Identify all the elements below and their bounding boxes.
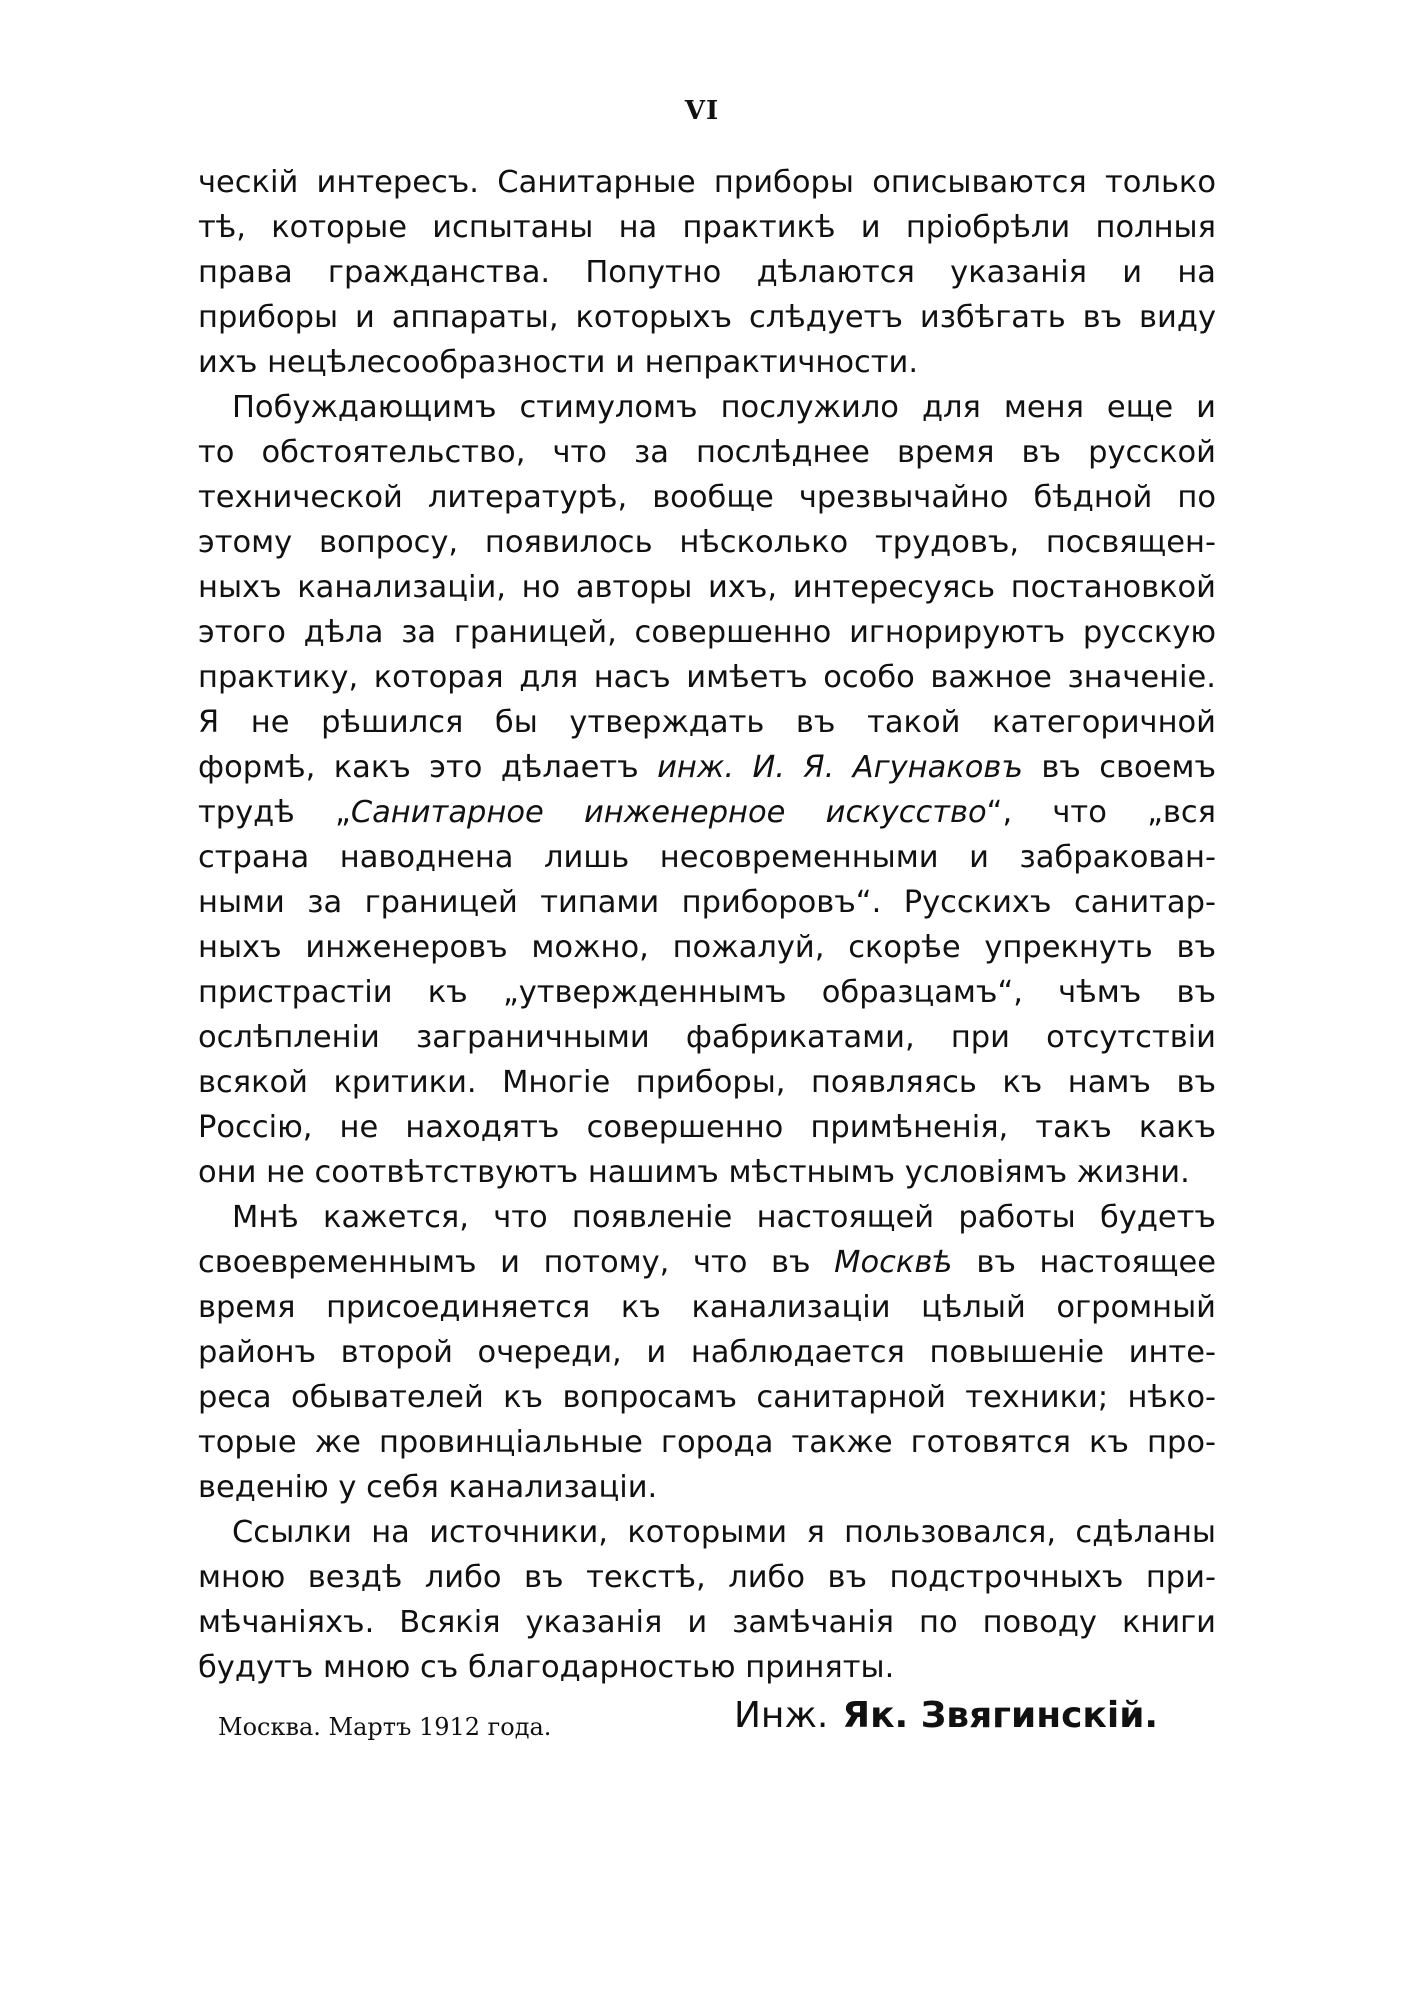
text-line: то обстоятельство, что за послѣднее время въ русской xyxy=(198,435,1216,470)
text-line: веденію у себя канализаціи. xyxy=(198,1470,658,1505)
text-line: технической литературѣ, вообще чрезвычайно бѣдной по xyxy=(198,480,1216,515)
text-line: Мнѣ кажется, что появленіе настоящей работы будетъ xyxy=(232,1200,1216,1235)
text-line: страна наводнена лишь несовременными и забракован- xyxy=(198,840,1216,875)
text-line: этого дѣла за границей, совершенно игнорируютъ русскую xyxy=(198,615,1216,650)
page-number: VI xyxy=(684,96,720,126)
text-line: права гражданства. Попутно дѣлаются указанія и на xyxy=(198,255,1216,290)
text-line: ослѣпленіи заграничными фабрикатами, при отсутствіи xyxy=(198,1020,1216,1055)
city-name: Москвѣ xyxy=(834,1245,953,1280)
author-citation: инж. И. Я. Агунаковъ xyxy=(657,750,1023,785)
text-line: приборы и аппараты, которыхъ слѣдуетъ избѣгать въ виду xyxy=(198,300,1216,335)
text-line: ихъ нецѣлесообразности и непрактичности. xyxy=(198,345,919,380)
text-segment: “, что „вся xyxy=(986,795,1216,830)
closing xyxy=(0,1695,1404,1755)
text-line: ческій интересъ. Санитарные приборы описываются только xyxy=(198,165,1216,200)
text-segment: формѣ, какъ это дѣлаетъ xyxy=(198,750,658,785)
text-line: пристрастіи къ „утвержденнымъ образцамъ“, чѣмъ въ xyxy=(198,975,1216,1010)
text-line: всякой критики. Многіе приборы, появляясь къ намъ въ xyxy=(198,1065,1216,1100)
text-line: мною вездѣ либо въ текстѣ, либо въ подстрочныхъ при- xyxy=(198,1560,1216,1595)
text-segment: своевременнымъ и потому, что въ xyxy=(198,1245,835,1280)
text-line: они не соотвѣтствуютъ нашимъ мѣстнымъ условіямъ жизни. xyxy=(198,1155,1190,1190)
text-line: Побуждающимъ стимуломъ послужило для меня еще и xyxy=(232,390,1216,425)
text-line: ныхъ инженеровъ можно, пожалуй, скорѣе упрекнуть въ xyxy=(198,930,1216,965)
book-title-citation: Санитарное инженерное искусство xyxy=(350,795,987,830)
text-segment: трудѣ „ xyxy=(198,795,351,830)
text-line: ныхъ канализаціи, но авторы ихъ, интересуясь постановкой xyxy=(198,570,1216,605)
text-line: Я не рѣшился бы утверждать въ такой категоричной xyxy=(198,705,1216,740)
text-segment: въ своемъ xyxy=(1022,750,1216,785)
dateline: Москва. Мартъ 1912 года. xyxy=(218,1713,552,1741)
preface-body xyxy=(198,160,1216,1690)
text-line: тѣ, которые испытаны на практикѣ и пріобрѣли полныя xyxy=(198,210,1216,245)
text-segment: въ настоящее xyxy=(952,1245,1216,1280)
signature-name: Як. Звягинскій. xyxy=(842,1695,1159,1736)
text-line xyxy=(198,790,1216,835)
text-line: ными за границей типами приборовъ“. Русскихъ санитар- xyxy=(198,885,1216,920)
text-line: районъ второй очереди, и наблюдается повышеніе инте- xyxy=(198,1335,1216,1370)
signature-title: Инж. xyxy=(734,1695,829,1736)
text-line: этому вопросу, появилось нѣсколько трудовъ, посвящен- xyxy=(198,525,1216,560)
text-line xyxy=(198,745,1216,790)
text-line: будутъ мною съ благодарностью приняты. xyxy=(198,1650,895,1685)
text-line: мѣчаніяхъ. Всякія указанія и замѣчанія по поводу книги xyxy=(198,1605,1216,1640)
text-line: Ссылки на источники, которыми я пользовался, сдѣланы xyxy=(232,1515,1216,1550)
text-line: время присоединяется къ канализаціи цѣлый огромный xyxy=(198,1290,1216,1325)
text-line: реса обывателей къ вопросамъ санитарной техники; нѣко- xyxy=(198,1380,1216,1415)
text-line: Россію, не находятъ совершенно примѣненія, такъ какъ xyxy=(198,1110,1216,1145)
text-line xyxy=(198,1240,1216,1285)
signature xyxy=(734,1695,1158,1736)
text-line: торые же провинціальные города также готовятся къ про- xyxy=(198,1425,1216,1460)
text-line: практику, которая для насъ имѣетъ особо важное значеніе. xyxy=(198,660,1216,695)
